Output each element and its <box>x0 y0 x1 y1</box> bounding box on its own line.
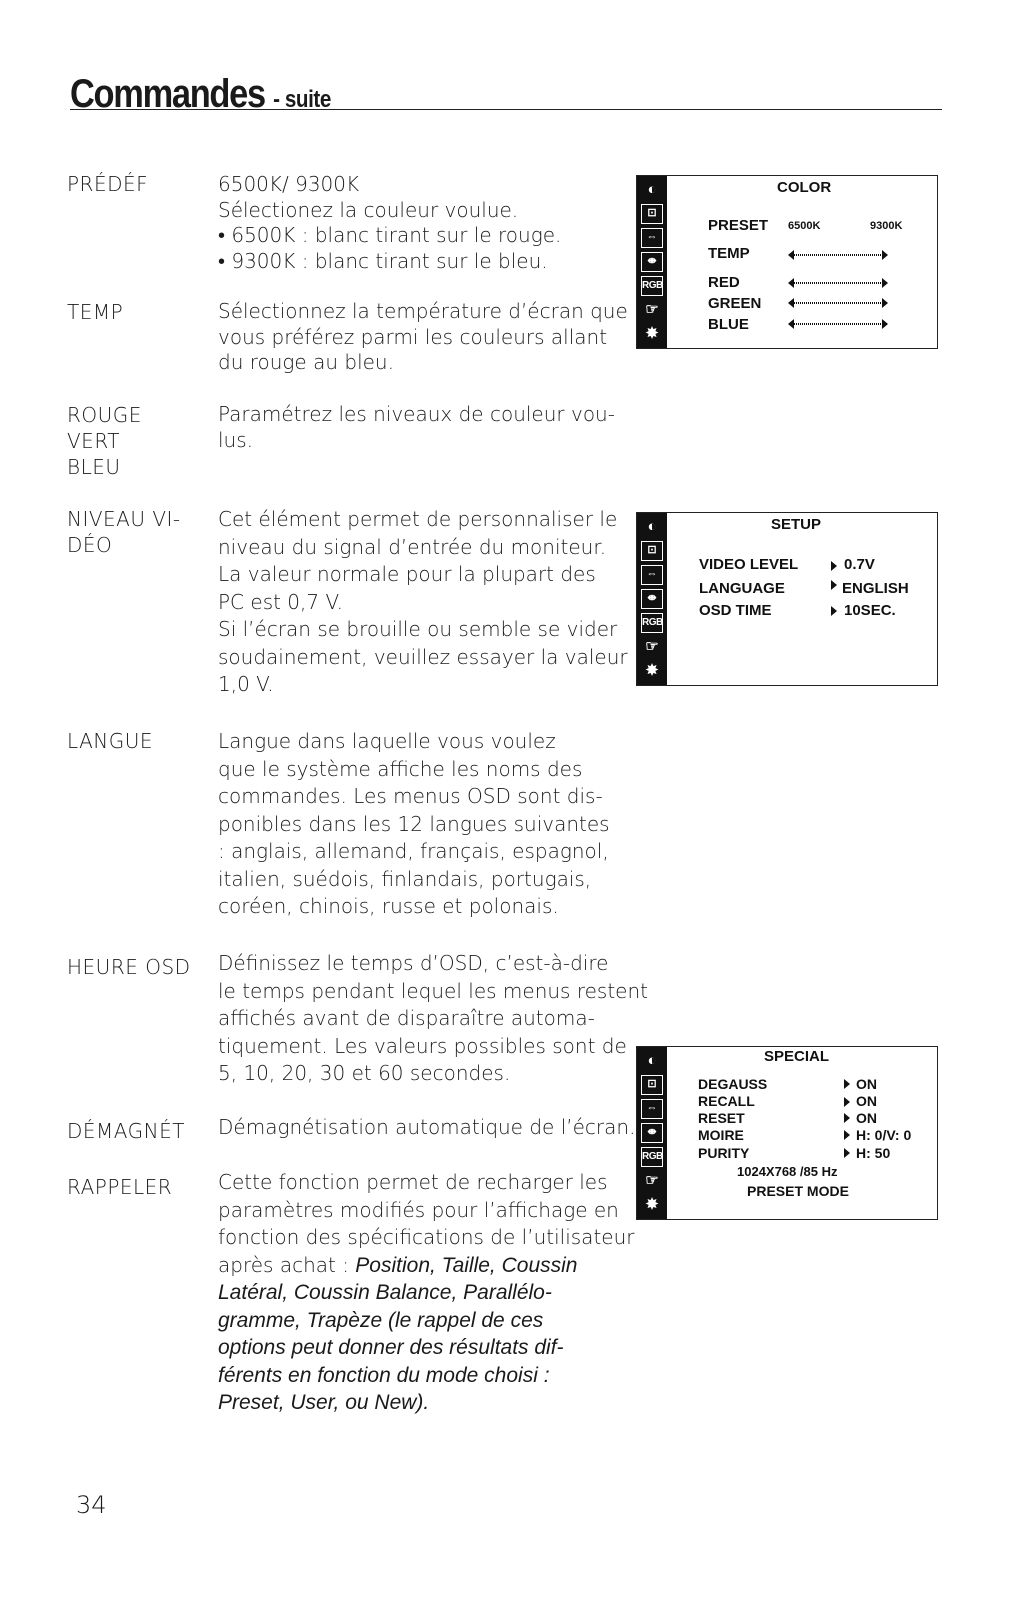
osd-row-moire: MOIRE <box>698 1127 744 1143</box>
osd-row-blue: BLUE <box>708 316 749 333</box>
special-star-icon: ✸ <box>645 1196 659 1213</box>
term-language: LANGUE <box>67 729 154 753</box>
desc-line: ponibles dans les 12 langues suivantes <box>218 811 610 836</box>
brightness-contrast-icon: ◐ <box>647 518 657 535</box>
desc-line: 6500K/ 9300K <box>218 172 360 196</box>
osd-special-panel <box>636 1046 938 1220</box>
rgb-icon: RGB <box>641 1147 663 1167</box>
osd-row-recall: RECALL <box>698 1093 755 1109</box>
desc-predef <box>218 172 626 274</box>
desc-line: Si l’écran se brouille ou semble se vider <box>218 617 618 641</box>
osd-preset-9300k: 9300K <box>870 220 903 232</box>
desc-lead: après achat : <box>218 1252 356 1277</box>
arrow-right-icon <box>844 1097 850 1107</box>
osd-row-video-level: VIDEO LEVEL <box>699 556 799 573</box>
desc-line: italien, suédois, finlandais, portugais, <box>218 866 592 891</box>
osd-value-degauss[interactable]: ON <box>856 1076 877 1092</box>
desc-line: que le système affiche les noms des <box>218 756 583 781</box>
desc-rgb <box>218 402 626 453</box>
osd-row-osd-time: OSD TIME <box>699 602 772 619</box>
desc-line: commandes. Les menus OSD sont dis- <box>218 784 603 808</box>
term-predef: PRÉDÉF <box>67 172 149 196</box>
rgb-icon: RGB <box>641 276 663 296</box>
term-osd-time: HEURE OSD <box>67 955 191 979</box>
desc-line: 1,0 V. <box>218 672 274 696</box>
rgb-icon: RGB <box>641 613 663 633</box>
desc-line: Sélectionnez la température d’écran que <box>218 299 628 323</box>
desc-line-mixed <box>218 1252 626 1280</box>
brightness-contrast-icon: ◐ <box>647 1052 657 1069</box>
page-number: 34 <box>76 1491 107 1519</box>
desc-line: soudainement, veuillez essayer la valeur <box>218 644 628 669</box>
geometry-icon: ⇼ <box>641 589 663 609</box>
geometry-icon: ⇼ <box>641 1123 663 1143</box>
desc-osd-time <box>218 950 648 1088</box>
osd-value-language[interactable]: ENGLISH <box>842 580 909 597</box>
osd-preset-6500k: 6500K <box>788 220 821 232</box>
desc-italic-line: gramme, Trapèze (le rappel de ces <box>218 1308 544 1332</box>
title-subtitle: - suite <box>273 86 331 113</box>
desc-degauss <box>218 1114 636 1142</box>
special-star-icon: ✸ <box>645 662 659 679</box>
desc-language <box>218 728 626 921</box>
osd-special-title: SPECIAL <box>764 1048 830 1065</box>
arrow-right-icon <box>844 1113 850 1123</box>
osd-color-title: COLOR <box>777 179 832 196</box>
brightness-contrast-icon: ◐ <box>647 181 657 198</box>
osd-row-preset: PRESET <box>708 217 769 234</box>
desc-italic: Position, Taille, Coussin <box>355 1253 578 1277</box>
osd-row-reset: RESET <box>698 1110 745 1126</box>
osd-row-red: RED <box>708 274 740 291</box>
arrow-right-icon <box>844 1079 850 1089</box>
desc-line: Paramétrez les niveaux de couleur vou- <box>218 402 615 426</box>
desc-line: Définissez le temps d’OSD, c’est-à-dire <box>218 951 609 975</box>
special-star-icon: ✸ <box>645 325 659 342</box>
desc-line: • 6500K : blanc tirant sur le rouge. <box>218 223 562 247</box>
desc-temp <box>218 299 626 376</box>
desc-line: : anglais, allemand, français, espagnol, <box>218 839 609 863</box>
desc-line: le temps pendant lequel les menus restent <box>218 978 648 1003</box>
geometry-icon: ⇼ <box>641 252 663 272</box>
osd-value-purity[interactable]: H: 50 <box>856 1145 891 1161</box>
desc-italic-line: Preset, User, ou New). <box>218 1391 430 1414</box>
arrow-right-icon <box>831 606 837 616</box>
red-slider[interactable] <box>788 278 888 288</box>
desc-line: La valeur normale pour la plupart des <box>218 562 596 586</box>
term-video-level: NIVEAU VI- DÉO <box>67 507 181 557</box>
setup-hand-icon: ☞ <box>645 1172 659 1189</box>
desc-line: niveau du signal d’entrée du moniteur. <box>218 534 607 559</box>
osd-row-language: LANGUAGE <box>699 580 785 597</box>
desc-line: vous préférez parmi les couleurs allant <box>218 324 608 349</box>
page-title <box>70 72 331 117</box>
osd-mode-resolution: 1024X768 /85 Hz <box>737 1164 838 1179</box>
desc-line: tiquement. Les valeurs possibles sont de <box>218 1033 627 1058</box>
desc-video-level <box>218 506 626 699</box>
size-icon: ⇔ <box>641 1099 663 1119</box>
desc-line: Démagnétisation automatique de l’écran. <box>218 1115 636 1139</box>
setup-hand-icon: ☞ <box>645 638 659 655</box>
temp-slider[interactable] <box>788 250 888 260</box>
arrow-right-icon <box>844 1130 850 1140</box>
osd-icon-bar <box>637 176 667 348</box>
osd-row-degauss: DEGAUSS <box>698 1076 768 1092</box>
desc-line: PC est 0,7 V. <box>218 589 343 614</box>
osd-row-green: GREEN <box>708 295 762 312</box>
setup-hand-icon: ☞ <box>645 301 659 318</box>
desc-line: fonction des spécifications de l’utilisateur <box>218 1225 635 1249</box>
title-rule <box>70 109 942 110</box>
position-icon: ⊡ <box>641 541 663 561</box>
desc-line: 5, 10, 20, 30 et 60 secondes. <box>218 1061 511 1085</box>
desc-italic-line: férents en fonction du mode choisi : <box>218 1363 550 1387</box>
osd-row-purity: PURITY <box>698 1145 750 1161</box>
desc-line: • 9300K : blanc tirant sur le bleu. <box>218 248 548 273</box>
arrow-right-icon <box>831 580 837 590</box>
osd-icon-bar <box>637 1047 667 1219</box>
osd-value-recall[interactable]: ON <box>856 1093 877 1109</box>
osd-value-moire[interactable]: H: 0/V: 0 <box>856 1127 912 1143</box>
desc-italic-line: Latéral, Coussin Balance, Parallélo- <box>218 1281 552 1304</box>
osd-mode-label: PRESET MODE <box>747 1183 849 1199</box>
arrow-right-icon <box>831 561 837 571</box>
size-icon: ⇔ <box>641 228 663 248</box>
desc-recall <box>218 1169 635 1417</box>
desc-line: Cette fonction permet de recharger les <box>218 1170 608 1194</box>
arrow-right-icon <box>844 1148 850 1158</box>
osd-value-reset[interactable]: ON <box>856 1110 877 1126</box>
desc-line: coréen, chinois, russe et polonais. <box>218 894 559 918</box>
osd-setup-title: SETUP <box>771 516 822 533</box>
osd-icon-bar <box>637 513 667 685</box>
osd-value-osd-time[interactable]: 10SEC. <box>844 602 896 619</box>
desc-line: Sélectionez la couleur voulue. <box>218 197 519 222</box>
term-degauss: DÉMAGNÉT <box>67 1119 185 1143</box>
desc-line: paramètres modifiés pour l’affichage en <box>218 1197 619 1222</box>
desc-line: affichés avant de disparaître automa- <box>218 1006 595 1030</box>
osd-value-video-level[interactable]: 0.7V <box>844 556 875 573</box>
desc-italic-line: options peut donner des résultats dif- <box>218 1336 564 1359</box>
blue-slider[interactable] <box>788 319 888 329</box>
title-main: Commandes <box>70 72 265 116</box>
term-rgb: ROUGE VERT BLEU <box>67 403 142 479</box>
size-icon: ⇔ <box>641 565 663 585</box>
position-icon: ⊡ <box>641 1075 663 1095</box>
green-slider[interactable] <box>788 298 888 308</box>
osd-color-panel <box>636 175 938 349</box>
desc-line: du rouge au bleu. <box>218 350 394 374</box>
desc-line: lus. <box>218 427 254 452</box>
osd-row-temp: TEMP <box>708 245 750 262</box>
term-temp: TEMP <box>67 300 124 324</box>
desc-line: Langue dans laquelle vous voulez <box>218 729 556 753</box>
osd-setup-panel <box>636 512 938 686</box>
desc-line: Cet élément permet de personnaliser le <box>218 507 618 531</box>
position-icon: ⊡ <box>641 204 663 224</box>
term-recall: RAPPELER <box>67 1175 173 1199</box>
